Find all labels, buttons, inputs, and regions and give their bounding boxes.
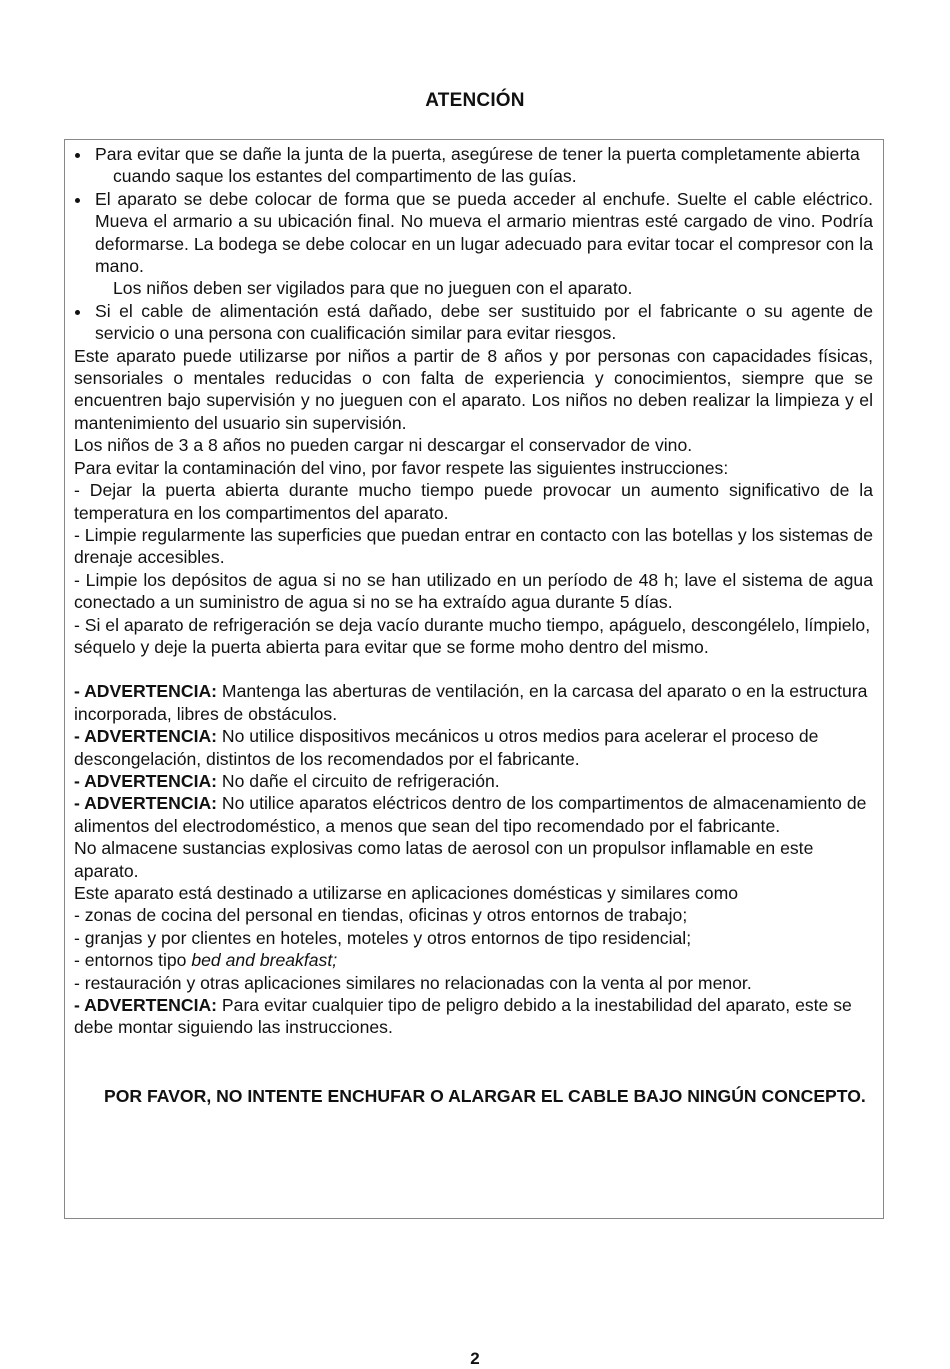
warning-label: - ADVERTENCIA: <box>74 726 218 747</box>
paragraph: Para evitar la contaminación del vino, por favor respete las siguientes instrucciones: <box>74 457 729 478</box>
bullet-text: Si el cable de alimentación está dañado, debe ser sustituido por el fabricante o su agente de servicio o una persona con cualificación similar para evitar riesgos. <box>95 300 873 344</box>
usage-item-text: - entornos tipo <box>74 950 192 971</box>
closing-notice: POR FAVOR, NO INTENTE ENCHUFAR O ALARGAR EL CABLE BAJO NINGÚN CONCEPTO. <box>104 1085 866 1106</box>
warning-paragraph <box>74 994 873 1039</box>
warning-paragraph <box>74 680 873 725</box>
paragraph: - Limpie regularmente las superficies que puedan entrar en contacto con las botellas y los sistemas de drenaje accesibles. <box>74 524 873 568</box>
page-title: ATENCIÓN <box>425 90 525 111</box>
warning-paragraph <box>74 725 873 770</box>
warning-label: - ADVERTENCIA: <box>74 681 218 702</box>
spacer <box>74 658 873 680</box>
page-number: 2 <box>470 1349 480 1368</box>
bullet-indent-text: cuando saque los estantes del compartimento de las guías. <box>113 166 577 187</box>
warning-text: No dañe el circuito de refrigeración. <box>221 770 500 791</box>
warning-paragraph <box>74 792 873 837</box>
usage-item: - zonas de cocina del personal en tiendas, oficinas y otros entornos de trabajo; <box>74 905 688 926</box>
paragraph: - Limpie los depósitos de agua si no se han utilizado en un período de 48 h; lave el sistema de agua conectado a un suministro de agua si no se ha extraído agua durante 5 días. <box>74 569 873 613</box>
paragraph: - Si el aparato de refrigeración se deja vacío durante mucho tiempo, apáguelo, descongélelo, límpielo, séquelo y deje la puerta abierta para evitar que se forme moho dentro del mismo. <box>74 614 871 657</box>
usage-item: - restauración y otras aplicaciones similares no relacionadas con la venta al por menor. <box>74 972 752 993</box>
storage-note: No almacene sustancias explosivas como latas de aerosol con un propulsor inflamable en este aparato. <box>74 838 814 881</box>
paragraph: Los niños de 3 a 8 años no pueden cargar ni descargar el conservador de vino. <box>74 435 693 456</box>
warning-label: - ADVERTENCIA: <box>74 770 218 791</box>
warning-box <box>64 139 884 1219</box>
warning-text: Mantenga las aberturas de ventilación, en la carcasa del aparato o en la estructura incorporada, libres de obstáculos. <box>74 681 868 724</box>
warning-paragraph <box>74 770 873 792</box>
paragraph: - Dejar la puerta abierta durante mucho tiempo puede provocar un aumento significativo de la temperatura en los compartimentos del aparato. <box>74 480 873 523</box>
warning-label: - ADVERTENCIA: <box>74 793 218 814</box>
warning-text: Para evitar cualquier tipo de peligro debido a la inestabilidad del aparato, este se debe montar siguiendo las instrucciones. <box>74 995 852 1038</box>
bullet-text: El aparato se debe colocar de forma que se pueda acceder al enchufe. Suelte el cable eléctrico. Mueva el armario a su ubicación final. No mueva el armario mientras esté cargado de vino. Podría deformarse. La bodega se debe colocar en un lugar adecuado para evitar tocar el compresor con la mano. <box>95 188 873 277</box>
paragraph: Este aparato puede utilizarse por niños a partir de 8 años y por personas con capacidades físicas, sensoriales o mentales reducidas o con falta de experiencia y conocimientos, siempre que se encuentren bajo supervisión y no jueguen con el aparato. Los niños no deben realizar la limpieza y el mantenimiento del usuario sin supervisión. <box>74 345 873 433</box>
usage-item <box>74 949 873 971</box>
usage-item-italic: bed and breakfast; <box>191 950 338 971</box>
usage-intro: Este aparato está destinado a utilizarse en aplicaciones domésticas y similares como <box>74 883 739 903</box>
bullet-item <box>74 300 873 345</box>
bullet-item <box>74 143 873 188</box>
warning-label: - ADVERTENCIA: <box>74 995 218 1016</box>
bullet-indent-text: Los niños deben ser vigilados para que no jueguen con el aparato. <box>113 278 633 299</box>
bullet-item <box>74 188 873 300</box>
warning-text: No utilice dispositivos mecánicos u otros medios para acelerar el proceso de descongelación, distintos de los recomendados por el fabricante. <box>74 726 819 769</box>
warning-text: No utilice aparatos eléctricos dentro de los compartimentos de almacenamiento de alimentos del electrodoméstico, a menos que sean del tipo recomendado por el fabricante. <box>74 793 867 836</box>
bullet-text: Para evitar que se dañe la junta de la puerta, asegúrese de tener la puerta completamente abierta <box>95 144 860 164</box>
usage-item: - granjas y por clientes en hoteles, moteles y otros entornos de tipo residencial; <box>74 927 692 948</box>
